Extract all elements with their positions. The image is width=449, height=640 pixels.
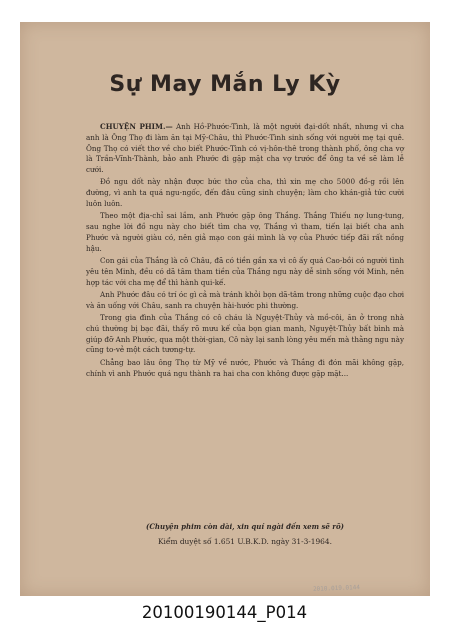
censorship-line: Kiểm duyệt số 1.651 U.B.K.D. ngày 31-3-1964.: [158, 537, 332, 546]
paragraph-2: Đồ ngu dốt này nhận được bức thơ của cha, thì xin mẹ cho 5000 đồ-g rồi lên đường, vì anh ta quá ngu-ngốc, đến đâu cũng sinh chuyện; làm cho khán-giả tức cười luôn luôn.: [86, 177, 404, 209]
paragraph-6: Trong gia đình của Thắng có cô cháu là Nguyệt-Thủy và mồ-côi, ăn ở trong nhà chú thường bị bạc đãi, thấy rõ mưu kế của bọn gian manh, Nguyệt-Thủy bất bình mà giúp đỡ Anh Phước, qua một thời-gian, Cô này lại sanh lòng yêu mến mà thằng ngu này cũng to-vẻ một cách tương-tự.: [86, 313, 404, 355]
lead-label: CHUYỆN PHIM.—: [100, 122, 173, 131]
document-title: Sự May Mắn Ly Kỳ: [109, 72, 341, 97]
image-caption: 20100190144_P014: [141, 603, 308, 622]
continuation-note: (Chuyện phim còn dài, xin quí ngài đến xem sẽ rõ): [146, 522, 344, 531]
synopsis-body: [86, 122, 404, 381]
paragraph-5: Anh Phước đâu có trí óc gì cả mà tránh khỏi bọn dã-tâm trong những cuộc đạo chơi và ăn uống với Châu, sanh ra chuyện hài-hước phi thường.: [86, 289, 404, 310]
paragraph-3: Theo một địa-chỉ sai lầm, anh Phước gặp ông Thắng. Thắng Thiếu nợ lung-tung, sau nghe lời đồ ngu này cho biết tìm cha vợ, Thắng vì tham, tiến lại biết cha anh Phước và người giàu có, nên giả mạo con gái mình là vợ của Phước tiếp đãi rất nồng hậu.: [86, 211, 404, 253]
paragraph-1: [86, 122, 404, 176]
catalog-stamp: 2010.019.0144: [312, 584, 361, 593]
paragraph-1-text: Anh Hồ-Phước-Tình, là một người đại-dốt nhất, nhưng vì cha anh là Ông Thọ đi làm ăn tại Mỹ-Châu, thì Phước-Tình sinh sống với người mẹ tại quê. Ông Thọ có viết thơ về cho biết Phước-Tình có vị-hôn-thê trong thành phố, ông cha vợ là Trần-Vĩnh-Thành, bảo anh Phước đi gặp mặt cha vợ trước để ông ta về sẽ làm lễ cưới.: [86, 122, 404, 175]
document-sheet: [20, 22, 430, 596]
paragraph-4: Con gái của Thắng là cô Châu, đã có tiền gần xa vì cô ấy quá Cao-bồi có người tình yêu tên Minh, đều có dã tâm tham tiền của Thắng ngu này dễ sinh sống với Minh, nên hợp tác với cha mẹ để thì hành qui-kế.: [86, 256, 404, 287]
paragraph-7: Chẳng bao lâu ông Thọ từ Mỹ về nước, Phước và Thắng đi đón mãi không gặp, chính vì anh Phước quá ngu thành ra hai cha con không được gặp mặt...: [86, 357, 404, 378]
